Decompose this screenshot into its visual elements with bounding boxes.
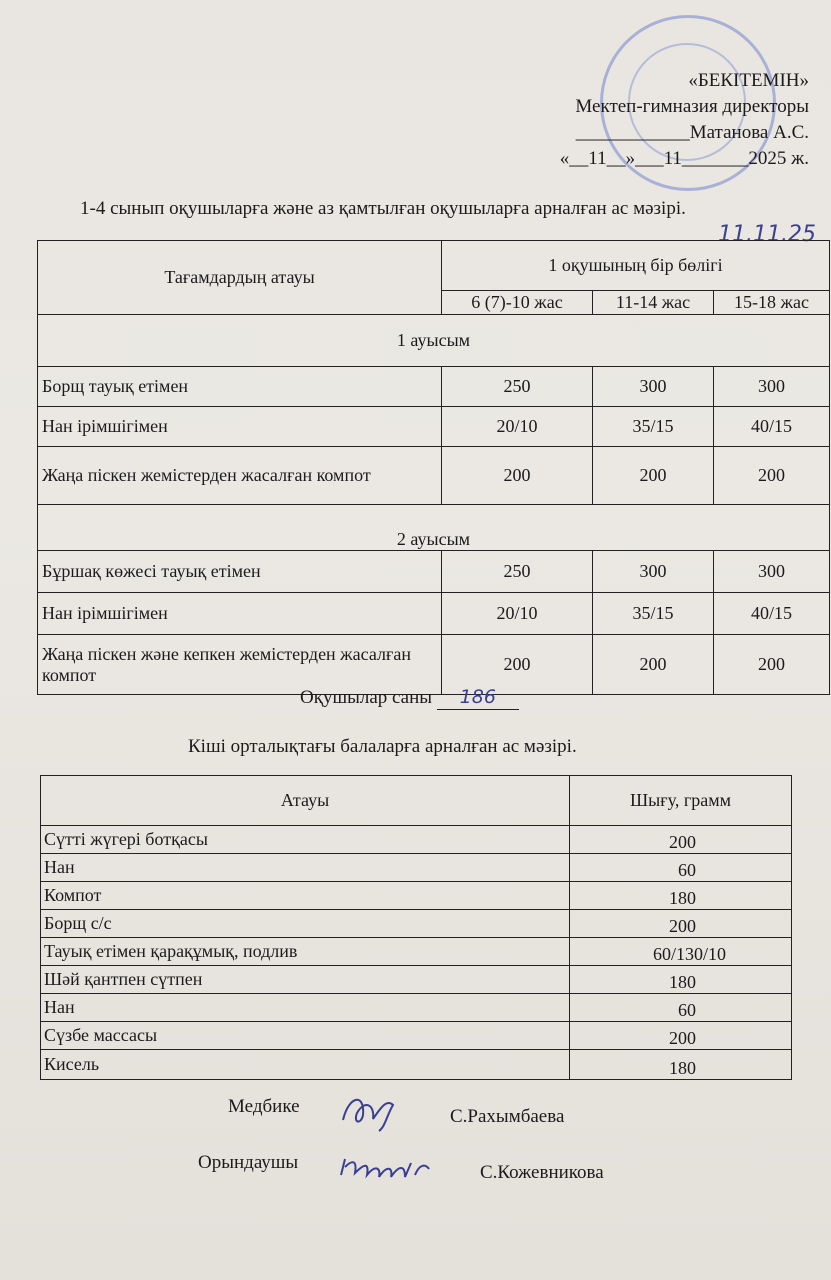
item-name: Нан	[41, 994, 570, 1022]
portion-value: 200	[714, 447, 830, 505]
table-row	[41, 1050, 792, 1080]
dish-name: Жаңа піскен және кепкен жемістерден жасалған компот	[38, 635, 442, 695]
menu2-title: Кіші орталықтағы балаларға арналған ас мәзірі.	[188, 736, 577, 757]
table-row	[38, 367, 830, 407]
portion-value: 200	[593, 447, 714, 505]
executor-signature	[335, 1145, 435, 1189]
item-yield: 180	[570, 1050, 792, 1080]
nurse-signature	[335, 1085, 405, 1135]
table-row	[41, 994, 792, 1022]
menu2-table	[40, 775, 792, 1080]
portion-value: 35/15	[593, 407, 714, 447]
table-row	[38, 551, 830, 593]
col-portion-header: 1 оқушының бір бөлігі	[442, 241, 830, 291]
dish-name: Нан ірімшігімен	[38, 407, 442, 447]
col-yield-header: Шығу, грамм	[570, 776, 792, 826]
item-yield: 200	[570, 826, 792, 854]
shift2-label: 2 ауысым	[38, 505, 830, 551]
students-count-label: Оқушылар саны	[300, 687, 433, 708]
executor-label: Орындаушы	[198, 1152, 299, 1173]
age-header: 11-14 жас	[593, 291, 714, 315]
item-name: Шәй қантпен сүтпен	[41, 966, 570, 994]
col-name-header: Тағамдардың атауы	[38, 241, 442, 315]
table-row	[41, 826, 792, 854]
executor-name: С.Кожевникова	[480, 1162, 604, 1183]
portion-value: 250	[442, 551, 593, 593]
shift1-label: 1 ауысым	[38, 315, 830, 367]
item-name: Компот	[41, 882, 570, 910]
portion-value: 200	[442, 447, 593, 505]
portion-value: 200	[714, 635, 830, 695]
table-row	[41, 1022, 792, 1050]
item-yield: 60	[570, 994, 792, 1022]
portion-value: 40/15	[714, 407, 830, 447]
students-count-line	[300, 686, 519, 710]
portion-value: 40/15	[714, 593, 830, 635]
item-name: Сүтті жүгері ботқасы	[41, 826, 570, 854]
portion-value: 200	[442, 635, 593, 695]
item-yield: 180	[570, 882, 792, 910]
portion-value: 35/15	[593, 593, 714, 635]
approval-position: Мектеп-гимназия директоры	[575, 96, 809, 117]
col-name-header: Атауы	[41, 776, 570, 826]
item-yield: 200	[570, 910, 792, 938]
dish-name: Бұршақ көжесі тауық етімен	[38, 551, 442, 593]
portion-value: 200	[593, 635, 714, 695]
item-name: Кисель	[41, 1050, 570, 1080]
portion-value: 250	[442, 367, 593, 407]
portion-value: 300	[714, 367, 830, 407]
portion-value: 300	[593, 551, 714, 593]
approval-date-line: «__11__»___11_______2025 ж.	[559, 148, 809, 169]
students-count-field	[437, 686, 519, 710]
dish-name: Борщ тауық етімен	[38, 367, 442, 407]
portion-value: 20/10	[442, 593, 593, 635]
table-row	[41, 854, 792, 882]
handwritten-date: 11.11.25	[718, 222, 816, 247]
item-name: Тауық етімен қарақұмық, подлив	[41, 938, 570, 966]
portion-value: 20/10	[442, 407, 593, 447]
nurse-name: С.Рахымбаева	[450, 1106, 565, 1127]
table-row	[38, 447, 830, 505]
item-yield: 200	[570, 1022, 792, 1050]
item-name: Борщ с/с	[41, 910, 570, 938]
table-row	[38, 407, 830, 447]
item-yield: 180	[570, 966, 792, 994]
menu1-title: 1-4 сынып оқушыларға және аз қамтылған оқушыларға арналған ас мәзірі.	[80, 198, 686, 219]
age-header: 15-18 жас	[714, 291, 830, 315]
approval-signature-line: ____________Матанова А.С.	[575, 122, 809, 143]
item-yield: 60/130/10	[570, 938, 792, 966]
portion-value: 300	[714, 551, 830, 593]
table-row	[41, 882, 792, 910]
table-row	[38, 593, 830, 635]
portion-value: 300	[593, 367, 714, 407]
table-row	[41, 938, 792, 966]
age-header: 6 (7)-10 жас	[442, 291, 593, 315]
nurse-label: Медбике	[228, 1096, 300, 1117]
approval-header: «БЕКІТЕМІН»	[688, 70, 809, 91]
menu1-table	[37, 240, 830, 695]
table-row	[41, 910, 792, 938]
table-row	[41, 966, 792, 994]
item-name: Сүзбе массасы	[41, 1022, 570, 1050]
dish-name: Нан ірімшігімен	[38, 593, 442, 635]
students-count-value: 186	[459, 686, 496, 708]
dish-name: Жаңа піскен жемістерден жасалған компот	[38, 447, 442, 505]
item-yield: 60	[570, 854, 792, 882]
item-name: Нан	[41, 854, 570, 882]
